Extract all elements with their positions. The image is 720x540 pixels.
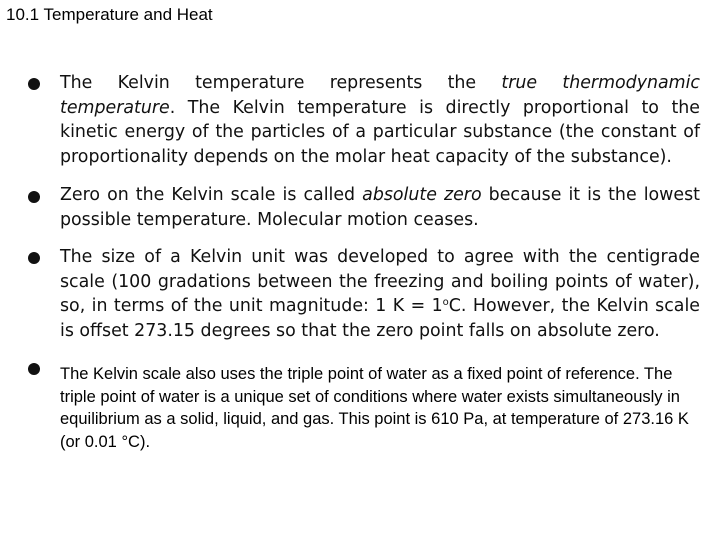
bullet-paragraph-absolute-zero [60, 183, 706, 232]
bullet-text: Zero on the Kelvin scale is called [60, 185, 363, 205]
bullet-text: C. However, the Kelvin scale is offset 273.15 degrees so that the zero point falls on absolute zero. [60, 296, 706, 341]
bullet-paragraph-triple-point: The Kelvin scale also uses the triple point of water as a fixed point of reference. The triple point of water is a unique set of conditions where water exists simultaneously in equilibrium as a solid, liquid, and gas. This point is 610 Pa, at temperature of 273.16 K (or 0.01 °C). [60, 365, 689, 451]
bullet-text: The Kelvin temperature represents the [60, 73, 502, 93]
bullet-text: The size of a Kelvin unit was developed to agree with the centigrade scale (100 gradations between the freezing and boiling points of water), so, in terms of the unit magnitude: 1 K = 1 [60, 247, 706, 316]
bullet-text: . The Kelvin temperature is directly proportional to the kinetic energy of the particles of a particular substance (the constant of proportionality depends on the molar heat capacity of the substance). [60, 97, 706, 167]
bullet-dot [28, 252, 40, 264]
bullet-paragraph-kelvin-temperature [60, 71, 706, 169]
bullet-dot [28, 78, 40, 90]
bullet-paragraph-kelvin-unit [60, 245, 706, 343]
bullet-dot [28, 191, 40, 203]
bullet-text-italic: true thermodynamic temperature [60, 73, 706, 118]
degree-superscript: o [442, 297, 449, 308]
bullet-dot [28, 363, 40, 375]
slide-title: 10.1 Temperature and Heat [6, 5, 213, 24]
bullet-text-italic: absolute zero [362, 185, 482, 205]
bullet-text: because it is the lowest possible temperature. Molecular motion ceases. [60, 185, 706, 230]
